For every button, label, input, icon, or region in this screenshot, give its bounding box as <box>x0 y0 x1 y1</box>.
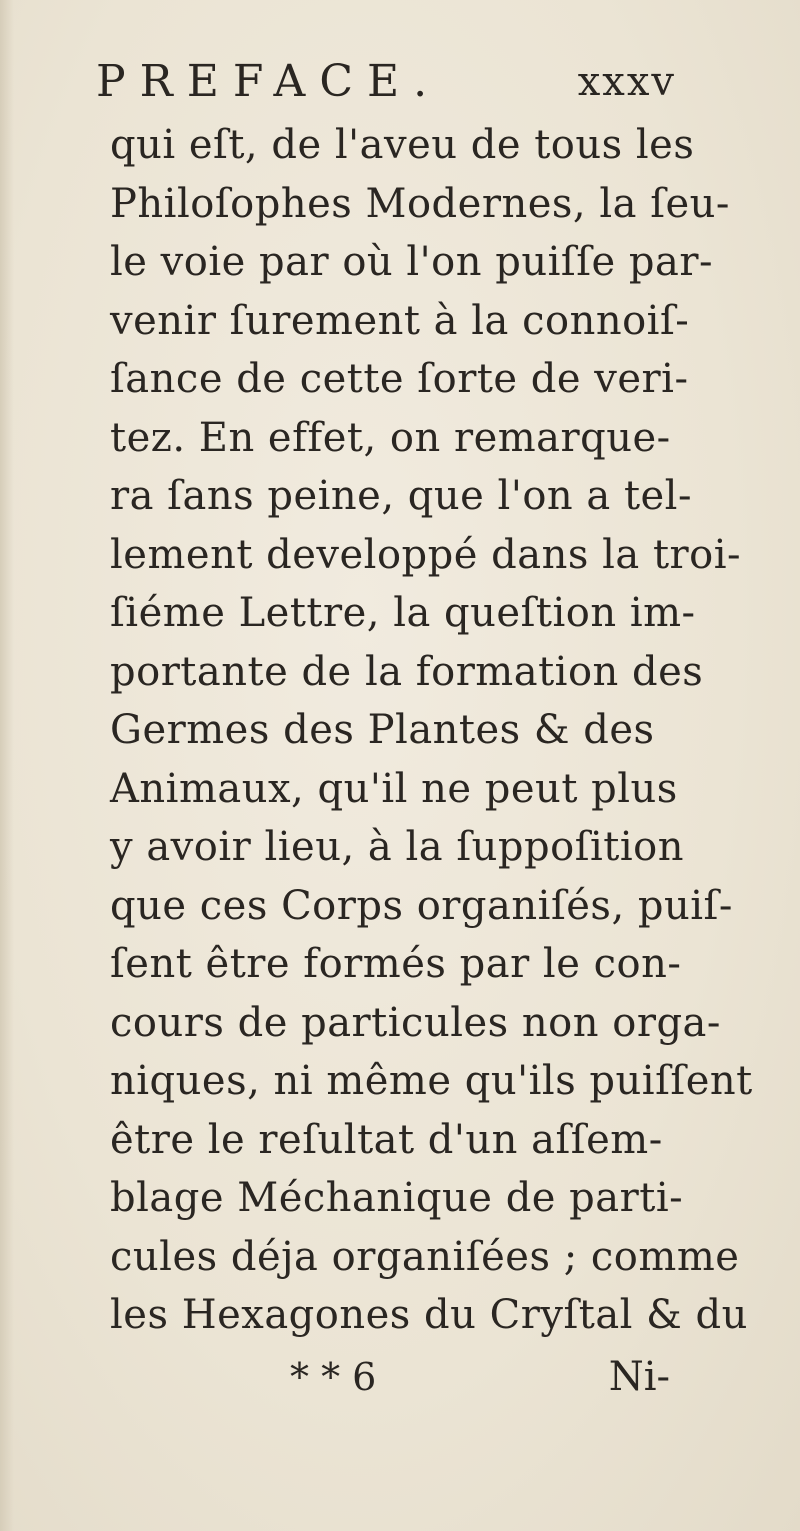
text-line: blage Méchanique de parti- <box>110 1175 684 1221</box>
text-line: ſance de cette ſorte de veri- <box>110 356 689 402</box>
text-line: niques, ni même qu'ils puiſſent <box>110 1058 753 1104</box>
text-line: les Hexagones du Cryſtal & du <box>110 1292 748 1338</box>
text-line: y avoir lieu, à la ſuppoſition <box>110 824 685 870</box>
text-line: portante de la formation des <box>110 648 704 695</box>
gutter-shadow <box>0 0 14 1531</box>
text-line: être le reſultat d'un aſſem- <box>110 1116 663 1163</box>
text-line: que ces Corps organiſés, puiſ- <box>110 882 733 929</box>
text-line: cours de particules non orga- <box>110 999 721 1046</box>
running-title: PREFACE. <box>96 56 442 107</box>
text-line: ſent être formés par le con- <box>110 941 682 987</box>
text-line: lement developpé dans la troi- <box>110 531 742 578</box>
text-line: venir ſurement à la connoiſ- <box>110 297 690 344</box>
text-line: ra ſans peine, que l'on a tel- <box>110 473 692 519</box>
text-line: le voie par où l'on puiſſe par- <box>110 239 713 285</box>
page-header <box>96 52 676 112</box>
text-line: Philoſophes Modernes, la ſeu- <box>110 180 730 227</box>
text-line: ſiéme Lettre, la queſtion im- <box>110 590 696 636</box>
text-line: cules déja organiſées ; comme <box>110 1233 740 1280</box>
signature-mark: * * 6 <box>290 1355 377 1399</box>
text-line: qui eſt, de l'aveu de tous les <box>110 122 695 168</box>
catchword: Ni- <box>608 1354 670 1400</box>
text-line: Animaux, qu'il ne peut plus <box>110 765 678 812</box>
body-text <box>110 116 753 1345</box>
text-line: tez. En effet, on remarque- <box>110 414 671 461</box>
page-number: xxxv <box>577 59 676 105</box>
page-footer <box>110 1348 670 1406</box>
text-line: Germes des Plantes & des <box>110 707 655 753</box>
